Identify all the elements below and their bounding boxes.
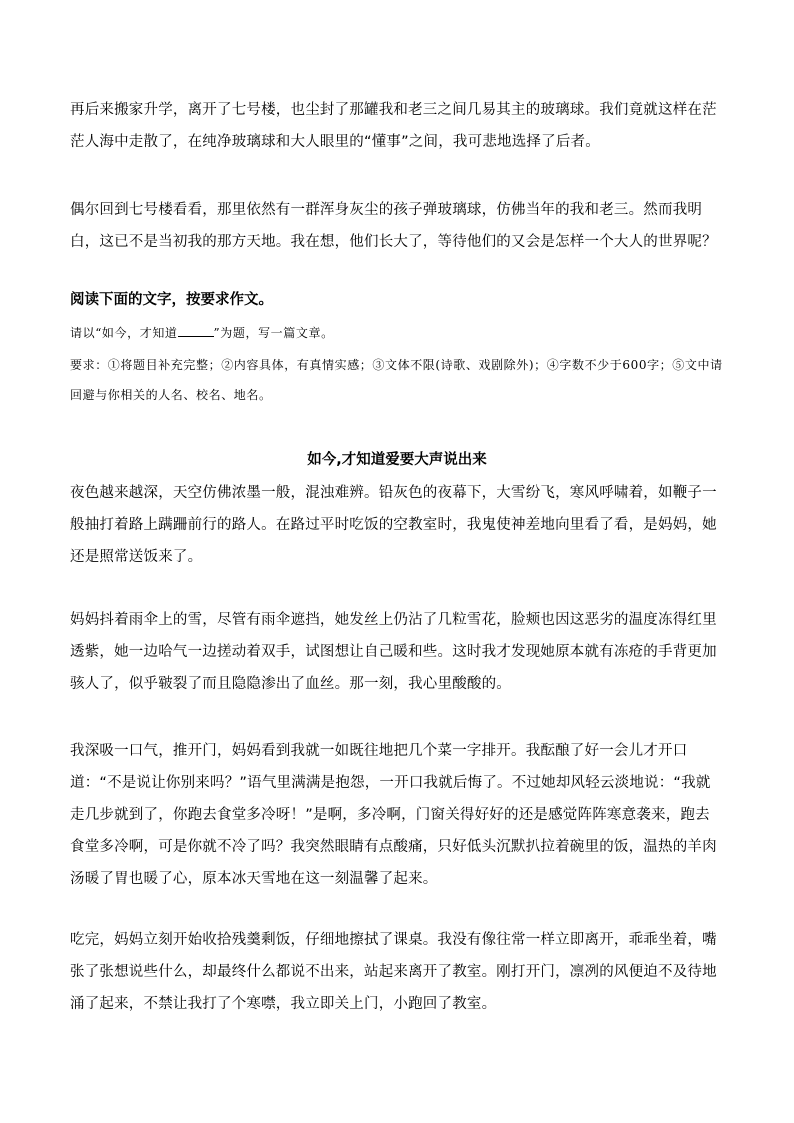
passage-paragraph-2: 偶尔回到七号楼看看，那里依然有一群浑身灰尘的孩子弹玻璃球，仿佛当年的我和老三。然而我明白，这已不是当初我的那方天地。我在想，他们长大了，等待他们的又会是怎样一个大人的世界呢？: [70, 202, 717, 250]
passage-paragraph-1: 再后来搬家升学，离开了七号楼，也尘封了那罐我和老三之间几易其主的玻璃球。我们竟就这样在茫茫人海中走散了，在纯净玻璃球和大人眼里的“懂事”之间，我可悲地选择了后者。: [70, 102, 717, 150]
prompt-requirements: 要求：①将题目补充完整；②内容具体，有真情实感；③文体不限(诗歌、戏剧除外)；④字数不少于600字；⑤文中请回避与你相关的人名、校名、地名。: [70, 358, 723, 402]
instruction-after: ”为题，写一篇文章。: [213, 326, 334, 340]
prompt-heading: 阅读下面的文字，按要求作文。: [70, 292, 273, 308]
instruction-before: 请以“如今，才知道: [70, 326, 178, 340]
essay-paragraph-2: 妈妈抖着雨伞上的雪，尽管有雨伞遮挡，她发丝上仍沾了几粒雪花，脸颊也因这恶劣的温度冻得红里透紫，她一边哈气一边搓动着双手，试图想让自己暖和些。这时我才发现她原本就有冻疮的手背更加骇人了，似乎皲裂了而且隐隐渗出了血丝。那一刻，我心里酸酸的。: [70, 612, 717, 692]
essay-paragraph-1: 夜色越来越深，天空仿佛浓墨一般，混浊难辨。铅灰色的夜幕下，大雪纷飞，寒风呼啸着，如鞭子一般抽打着路上蹒跚前行的路人。在路过平时吃饭的空教室时，我鬼使神差地向里看了看，是妈妈，她还是照常送饭来了。: [70, 485, 717, 565]
essay-title: 如今,才知道爱要大声说出来: [307, 452, 487, 468]
prompt-instruction: [70, 318, 724, 348]
essay-paragraph-3: 我深吸一口气，推开门，妈妈看到我就一如既往地把几个菜一字排开。我酝酿了好一会儿才开口道：“不是说让你别来吗？”语气里满满是抱怨，一开口我就后悔了。不过她却风轻云淡地说：“我就走几步就到了，你跑去食堂多冷呀！”是啊，多冷啊，门窗关得好好的还是感觉阵阵寒意袭来，跑去食堂多冷啊，可是你就不冷了吗？我突然眼睛有点酸痛，只好低头沉默扒拉着碗里的饭，温热的羊肉汤暖了胃也暖了心，原本冰天雪地在这一刻温馨了起来。: [70, 743, 717, 887]
essay-paragraph-4: 吃完，妈妈立刻开始收拾残羹剩饭，仔细地擦拭了课桌。我没有像往常一样立即离开，乖乖坐着，嘴张了张想说些什么，却最终什么都说不出来，站起来离开了教室。刚打开门，凛冽的风便迫不及待地涌了起来，不禁让我打了个寒噤，我立即关上门，小跑回了教室。: [70, 932, 717, 1012]
title-blank: [178, 324, 214, 337]
